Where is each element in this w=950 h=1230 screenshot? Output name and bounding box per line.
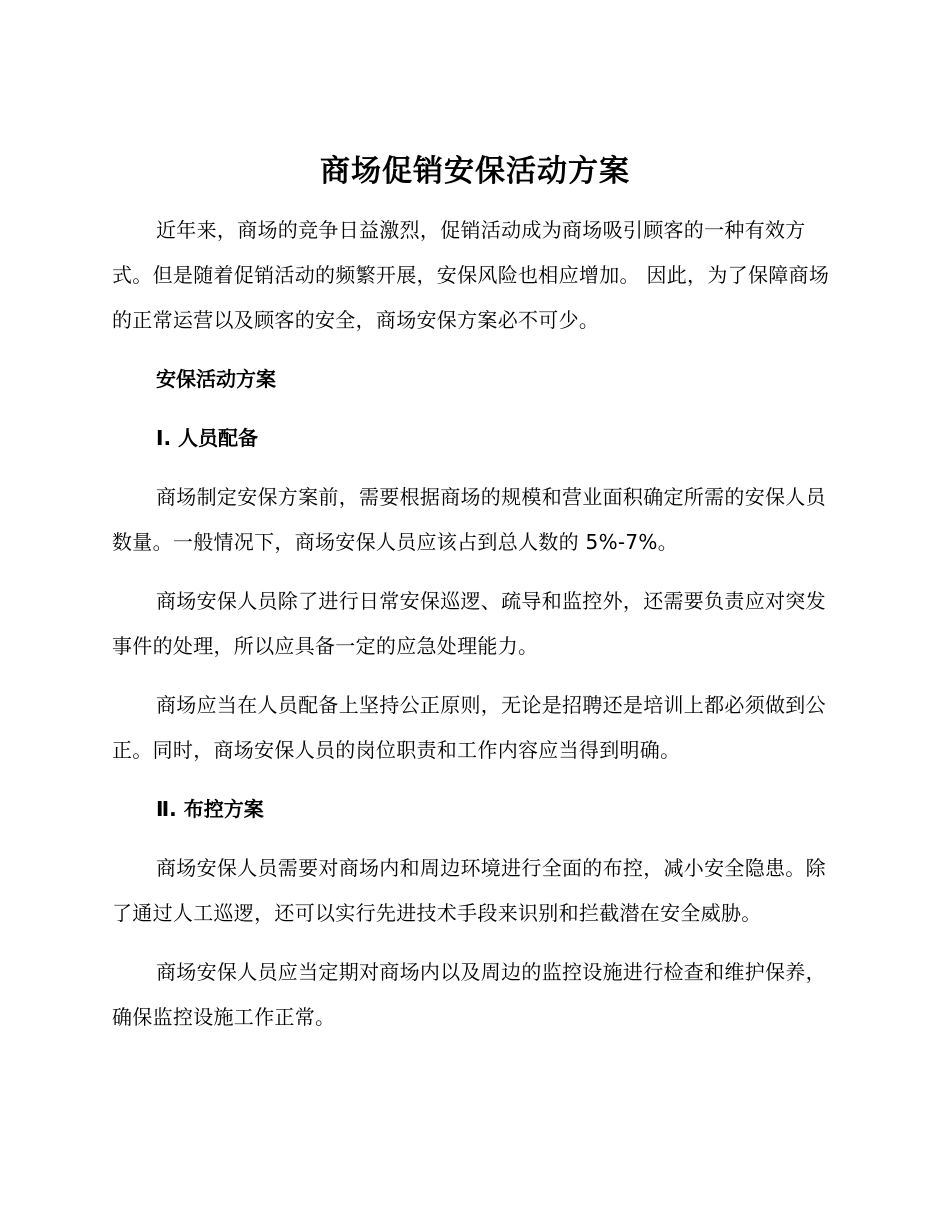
intro-paragraph: 近年来，商场的竞争日益激烈，促销活动成为商场吸引顾客的一种有效方式。但是随着促销活动的频繁开展，安保风险也相应增加。 因此，为了保障商场的正常运营以及顾客的安全，商场安保方案必不可少。 xyxy=(112,218,830,332)
part2-heading: Ⅱ. 布控方案 xyxy=(156,797,264,821)
document-title: 商场促销安保活动方案 xyxy=(320,154,630,189)
section-title: 安保活动方案 xyxy=(156,367,276,391)
document-page xyxy=(112,148,838,1054)
part2-paragraph-2: 商场安保人员应当定期对商场内以及周边的监控设施进行检查和维护保养，确保监控设施工作正常。 xyxy=(112,960,826,1029)
part2-paragraph-1: 商场安保人员需要对商场内和周边环境进行全面的布控，减小安全隐患。除了通过人工巡逻，还可以实行先进技术手段来识别和拦截潜在安全威胁。 xyxy=(112,856,826,925)
part1-heading: Ⅰ. 人员配备 xyxy=(156,426,259,450)
part1-paragraph-1: 商场制定安保方案前，需要根据商场的规模和营业面积确定所需的安保人员数量。一般情况下，商场安保人员应该占到总人数的 5%-7%。 xyxy=(112,485,826,554)
part1-paragraph-3: 商场应当在人员配备上坚持公正原则，无论是招聘还是培训上都必须做到公正。同时，商场安保人员的岗位职责和工作内容应当得到明确。 xyxy=(112,693,826,762)
part1-paragraph-2: 商场安保人员除了进行日常安保巡逻、疏导和监控外，还需要负责应对突发事件的处理，所以应具备一定的应急处理能力。 xyxy=(112,589,826,658)
